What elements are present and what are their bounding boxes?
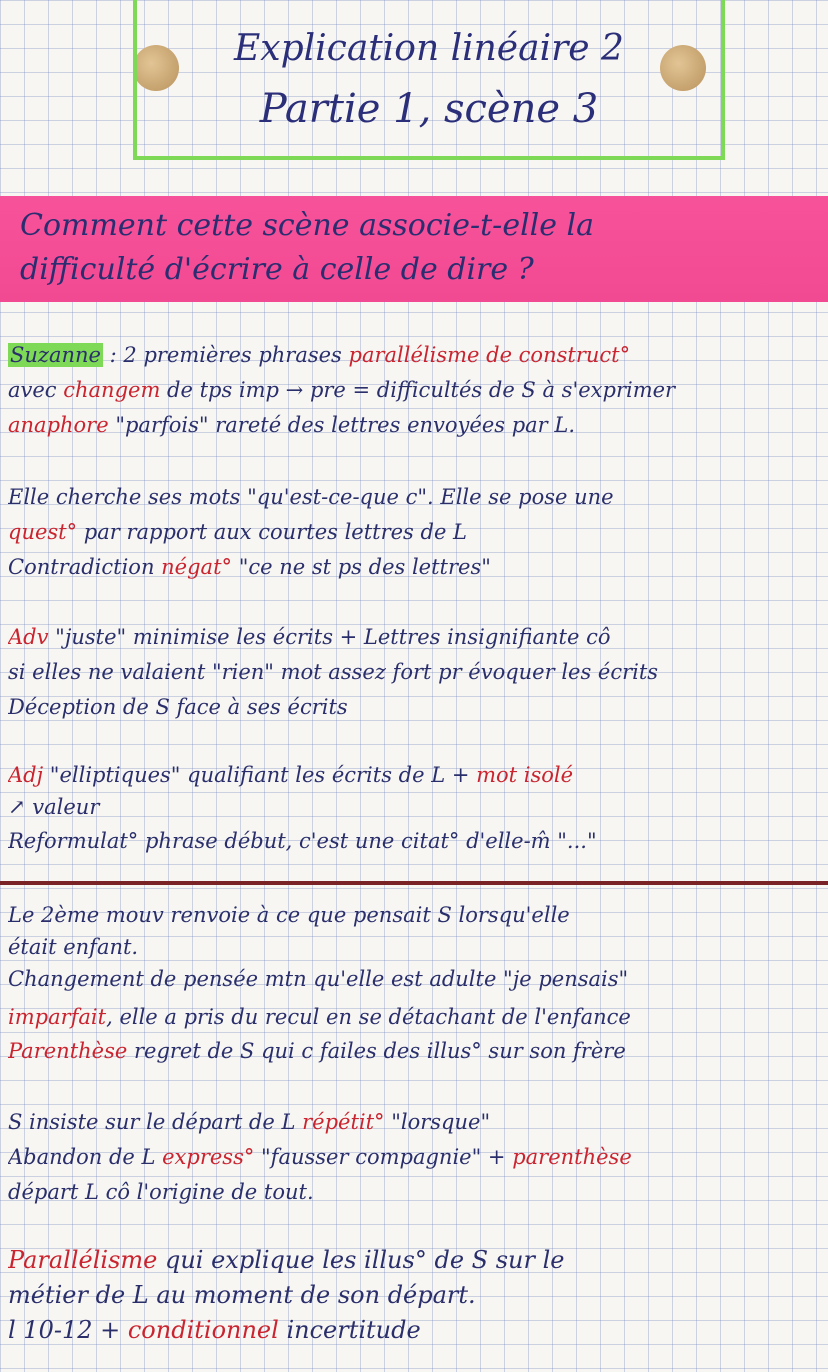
note-line: départ L cô l'origine de tout. xyxy=(8,1180,314,1204)
note-line: Le 2ème mouv renvoie à ce que pensait S lorsqu'elle xyxy=(8,903,570,927)
note-text: incertitude xyxy=(278,1316,421,1344)
note-text: "parfois" rareté des lettres envoyées par L. xyxy=(108,413,575,437)
section-divider xyxy=(0,881,828,885)
note-line xyxy=(8,1036,820,1066)
question-line: Comment cette scène associe-t-elle la xyxy=(20,208,595,243)
note-line xyxy=(8,1142,820,1172)
note-line xyxy=(8,552,820,582)
note-keyword: changem xyxy=(63,378,161,402)
note-keyword: répétit° xyxy=(302,1110,385,1134)
note-keyword: quest° xyxy=(8,520,78,544)
note-keyword: mot isolé xyxy=(476,763,574,787)
note-line: était enfant. xyxy=(8,935,139,959)
note-keyword: négat° xyxy=(161,555,233,579)
note-line: Déception de S face à ses écrits xyxy=(8,695,348,719)
note-text: S insiste sur le départ de L xyxy=(8,1110,303,1134)
note-line xyxy=(8,340,820,370)
note-keyword: imparfait xyxy=(8,1005,107,1029)
page-subtitle: Partie 1, scène 3 xyxy=(259,86,599,132)
note-keyword: parallélisme de construct° xyxy=(348,343,631,367)
note-line xyxy=(8,410,820,440)
note-text: l 10-12 + xyxy=(8,1316,128,1344)
note-text: de tps imp → pre = difficultés de S à s'exprimer xyxy=(160,378,676,402)
note-keyword: conditionnel xyxy=(127,1316,279,1344)
note-text: : 2 premières phrases xyxy=(102,343,349,367)
note-text: qui explique les illus° de S sur le xyxy=(157,1246,565,1274)
note-line xyxy=(8,760,820,790)
question-highlight xyxy=(0,196,828,302)
note-line xyxy=(8,1002,820,1032)
note-text: "fausser compagnie" + xyxy=(254,1145,513,1169)
note-line: ↗ valeur xyxy=(8,795,100,819)
page-title: Explication linéaire 2 xyxy=(234,28,624,69)
note-line: Reformulat° phrase début, c'est une citat° d'elle-m̂ "..." xyxy=(8,829,597,853)
note-line xyxy=(8,622,820,652)
note-text: par rapport aux courtes lettres de L xyxy=(77,520,467,544)
note-keyword: Adv xyxy=(8,625,49,649)
note-text: Abandon de L xyxy=(8,1145,163,1169)
note-keyword: Adj xyxy=(8,763,44,787)
note-keyword: parenthèse xyxy=(512,1145,632,1169)
note-line xyxy=(8,375,820,405)
note-line xyxy=(8,517,820,547)
title-box xyxy=(133,0,725,160)
note-text: "juste" minimise les écrits + Lettres insignifiante cô xyxy=(48,625,611,649)
note-line: si elles ne valaient "rien" mot assez fort pr évoquer les écrits xyxy=(8,660,659,684)
note-text: Contradiction xyxy=(8,555,162,579)
note-line xyxy=(8,1315,820,1345)
note-text: , elle a pris du recul en se détachant de l'enfance xyxy=(106,1005,631,1029)
note-keyword: anaphore xyxy=(8,413,109,437)
question-line: difficulté d'écrire à celle de dire ? xyxy=(20,252,534,287)
note-line: Changement de pensée mtn qu'elle est adulte "je pensais" xyxy=(8,967,629,991)
note-line xyxy=(8,1245,820,1275)
note-text: regret de S qui c failes des illus° sur son frère xyxy=(127,1039,626,1063)
highlighted-word: Suzanne xyxy=(10,343,101,367)
note-text: "ce ne st ps des lettres" xyxy=(232,555,491,579)
note-text: "lorsque" xyxy=(384,1110,491,1134)
note-line: Elle cherche ses mots "qu'est-ce-que c". Elle se pose une xyxy=(8,485,614,509)
note-text: "elliptiques" qualifiant les écrits de L + xyxy=(43,763,477,787)
note-keyword: Parallélisme xyxy=(8,1246,158,1274)
note-text: avec xyxy=(8,378,64,402)
note-keyword: Parenthèse xyxy=(8,1039,128,1063)
question-text xyxy=(20,196,810,292)
note-line: métier de L au moment de son départ. xyxy=(8,1281,476,1309)
note-line xyxy=(8,1107,820,1137)
note-keyword: express° xyxy=(162,1145,255,1169)
